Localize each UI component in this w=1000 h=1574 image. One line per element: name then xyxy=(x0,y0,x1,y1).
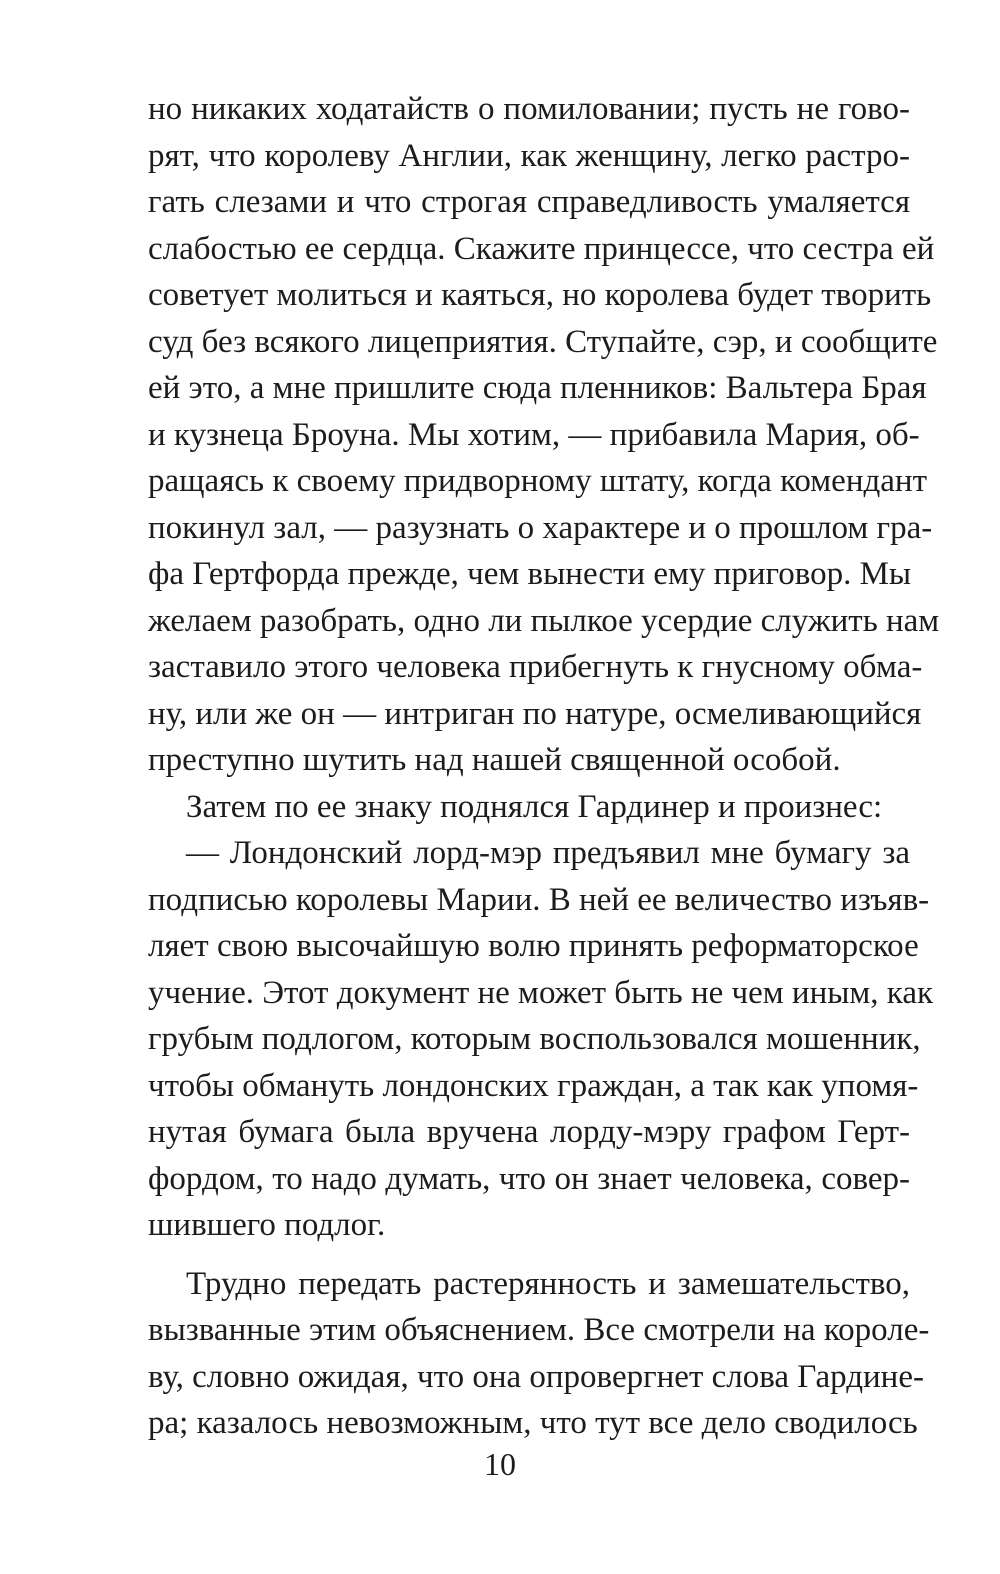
text-line: желаем разобрать, одно ли пылкое усердие служить нам xyxy=(148,602,940,639)
text-line: подписью королевы Марии. В ней ее величество изъяв- xyxy=(148,881,930,918)
text-line: учение. Этот документ не может быть не чем иным, как xyxy=(148,974,934,1011)
text-line: фа Гертфорда прежде, чем вынести ему приговор. Мы xyxy=(148,556,912,592)
text-line: ей это, а мне пришлите сюда пленников: Вальтера Брая xyxy=(148,370,927,406)
text-line: ну, или же он — интриган по натуре, осмеливающийся xyxy=(148,695,922,732)
text-line: ву, словно ожидая, что она опровергнет слова Гардине- xyxy=(148,1358,924,1395)
text-line: грубым подлогом, которым воспользовался мошенник, xyxy=(148,1021,921,1057)
page-number: 10 xyxy=(484,1446,516,1482)
text-line: Затем по ее знаку поднялся Гардинер и произнес: xyxy=(186,788,883,825)
text-line: и кузнеца Броуна. Мы хотим, — прибавила Мария, об- xyxy=(148,416,920,453)
text-line: суд без всякого лицеприятия. Ступайте, сэр, и сообщите xyxy=(148,323,938,360)
text-line: преступно шутить над нашей священной особой. xyxy=(148,742,841,778)
text-line: ляет свою высочайшую волю принять реформаторское xyxy=(148,928,919,964)
paragraph xyxy=(148,830,934,1249)
text-line: — Лондонский лорд-мэр предъявил мне бумагу за xyxy=(186,835,910,871)
text-line: заставило этого человека прибегнуть к гнусному обма- xyxy=(148,649,923,685)
text-line: вызванные этим объяснением. Все смотрели на короле- xyxy=(148,1312,930,1348)
text-line: рят, что королеву Англии, как женщину, легко растро- xyxy=(148,137,910,174)
text-line: ра; казалось невозможным, что тут все дело сводилось xyxy=(148,1405,918,1441)
text-line: ращаясь к своему придворному штату, когда комендант xyxy=(148,463,928,499)
text-line: гать слезами и что строгая справедливость умаляется xyxy=(148,184,910,220)
text-line: чтобы обмануть лондонских граждан, а так как упомя- xyxy=(148,1067,919,1104)
text-line: советует молиться и каяться, но королева будет творить xyxy=(148,277,932,313)
text-line: покинул зал, — разузнать о характере и о прошлом гра- xyxy=(148,509,933,546)
text-line: слабостью ее сердца. Скажите принцессе, что сестра ей xyxy=(148,230,935,267)
text-line: нутая бумага была вручена лорду-мэру графом Герт- xyxy=(148,1114,910,1150)
paragraph xyxy=(148,86,940,784)
text-line: фордом, то надо думать, что он знает человека, совер- xyxy=(148,1160,910,1197)
paragraph-gap xyxy=(148,1249,910,1261)
paragraph xyxy=(148,1261,930,1447)
paragraph xyxy=(148,784,910,831)
text-line: Трудно передать растерянность и замешательство, xyxy=(186,1265,910,1302)
text-line: шившего подлог. xyxy=(148,1207,386,1243)
text-line: но никаких ходатайств о помиловании; пусть не гово- xyxy=(148,91,910,127)
page-text xyxy=(148,86,940,1447)
